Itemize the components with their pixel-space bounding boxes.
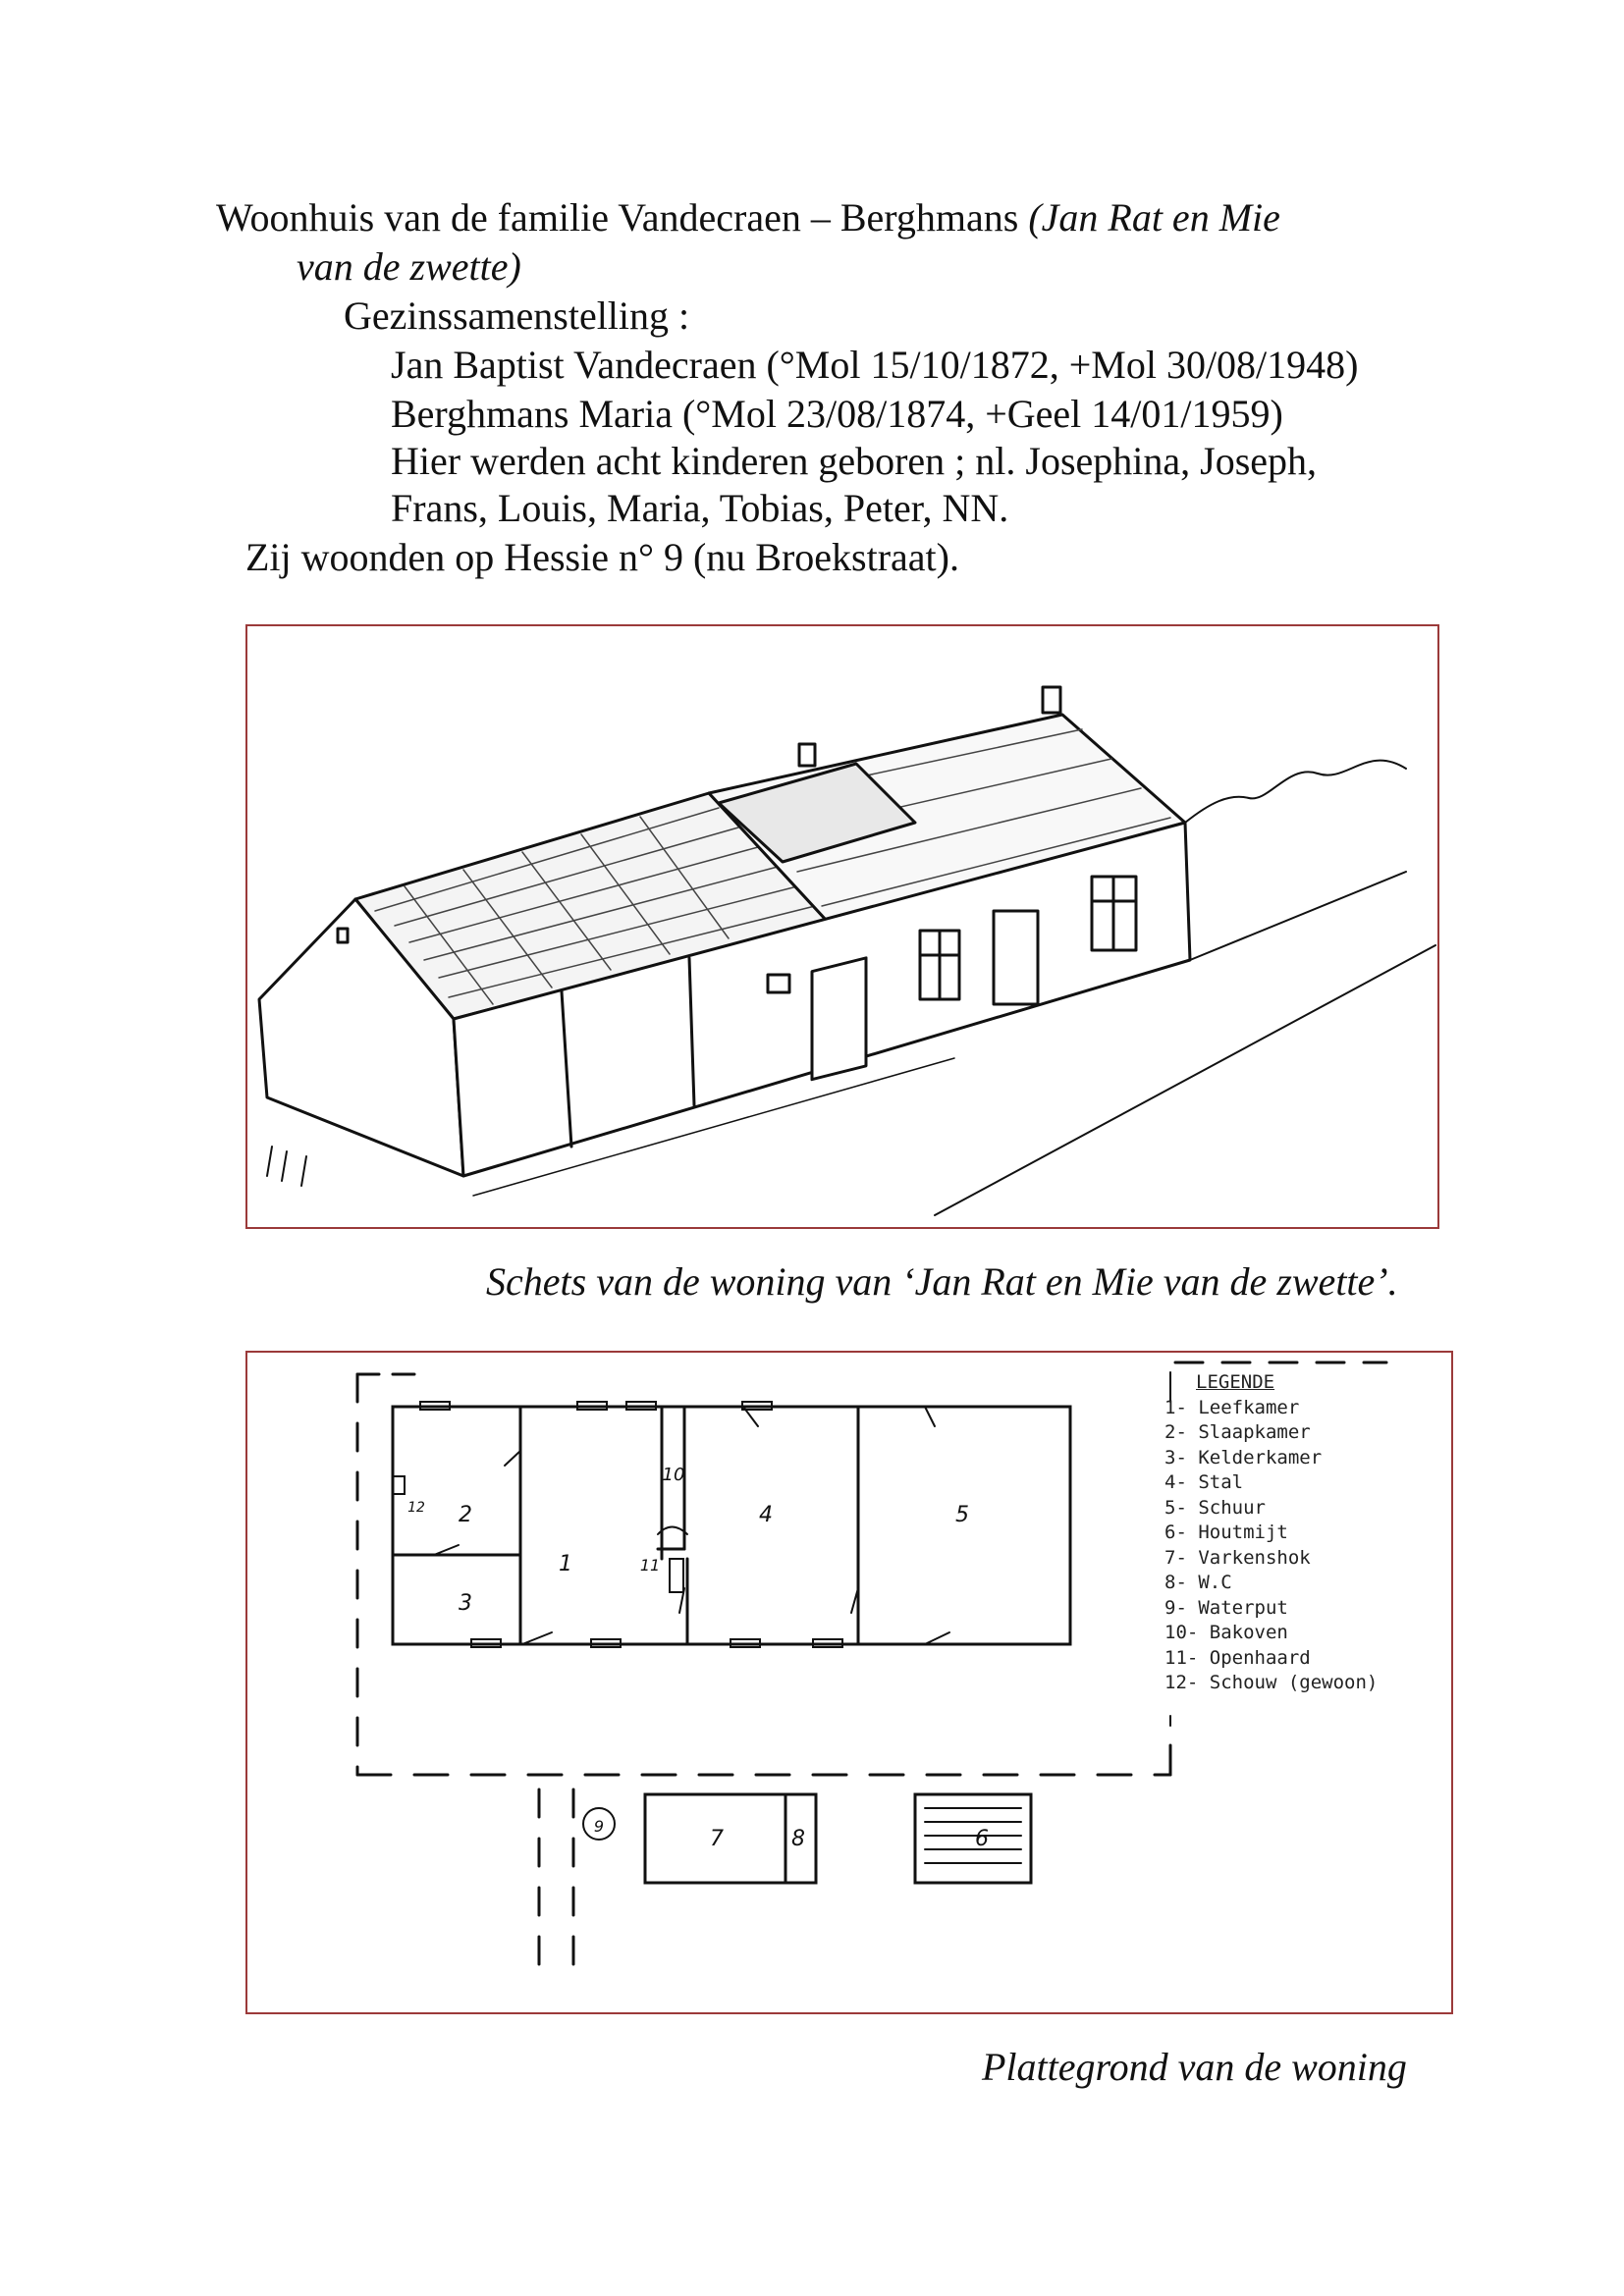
house-sketch-drawing xyxy=(247,626,1437,1227)
floorplan-legend xyxy=(1164,1370,1378,1696)
room-label-6: 6 xyxy=(975,1827,989,1851)
room-label-2: 2 xyxy=(459,1503,472,1527)
room-label-1: 1 xyxy=(559,1552,572,1576)
legend-item: 3- Kelderkamer xyxy=(1164,1446,1323,1468)
title-line-1 xyxy=(216,194,1280,241)
legend-item: 5- Schuur xyxy=(1164,1496,1266,1519)
composition-label: Gezinssamenstelling : xyxy=(344,294,690,338)
room-label-12: 12 xyxy=(407,1500,425,1516)
title-text: Woonhuis van de familie Vandecraen – Berghmans xyxy=(216,195,1029,240)
title-nickname-part1: (Jan Rat en Mie xyxy=(1028,195,1280,240)
room-label-3: 3 xyxy=(459,1591,472,1616)
sketch-caption: Schets van de woning van ‘Jan Rat en Mie van de zwette’. xyxy=(486,1259,1398,1304)
floorplan-caption: Plattegrond van de woning xyxy=(982,2045,1407,2089)
room-label-7: 7 xyxy=(710,1827,724,1851)
room-label-5: 5 xyxy=(955,1503,969,1527)
legend-item: 12- Schouw (gewoon) xyxy=(1164,1672,1379,1693)
father-line: Jan Baptist Vandecraen (°Mol 15/10/1872, +Mol 30/08/1948) xyxy=(391,343,1359,387)
legend-item: 6- Houtmijt xyxy=(1164,1522,1288,1543)
room-label-8: 8 xyxy=(791,1827,805,1851)
legend-item: 4- Stal xyxy=(1164,1471,1244,1493)
legend-item: 7- Varkenshok xyxy=(1164,1546,1311,1569)
title-line-2: van de zwette) xyxy=(297,244,521,289)
legend-title: LEGENDE xyxy=(1196,1371,1275,1393)
legend-item: 11- Openhaard xyxy=(1164,1646,1311,1669)
mother-line: Berghmans Maria (°Mol 23/08/1874, +Geel 14/01/1959) xyxy=(391,392,1283,436)
house-sketch-frame xyxy=(245,624,1439,1229)
room-label-10: 10 xyxy=(662,1465,685,1485)
children-line-1: Hier werden acht kinderen geboren ; nl. Josephina, Joseph, xyxy=(391,439,1318,483)
legend-item: 8- W.C xyxy=(1164,1572,1232,1593)
floorplan-frame xyxy=(245,1351,1453,2014)
legend-item: 2- Slaapkamer xyxy=(1164,1421,1311,1443)
address-line: Zij woonden op Hessie n° 9 (nu Broekstraat). xyxy=(245,535,959,579)
room-label-9: 9 xyxy=(593,1817,605,1836)
room-label-11: 11 xyxy=(639,1556,661,1575)
legend-item: 1- Leefkamer xyxy=(1164,1396,1300,1418)
room-label-4: 4 xyxy=(759,1503,773,1527)
children-line-2: Frans, Louis, Maria, Tobias, Peter, NN. xyxy=(391,486,1009,530)
legend-item: 9- Waterput xyxy=(1164,1596,1288,1619)
legend-item: 10- Bakoven xyxy=(1164,1622,1288,1643)
